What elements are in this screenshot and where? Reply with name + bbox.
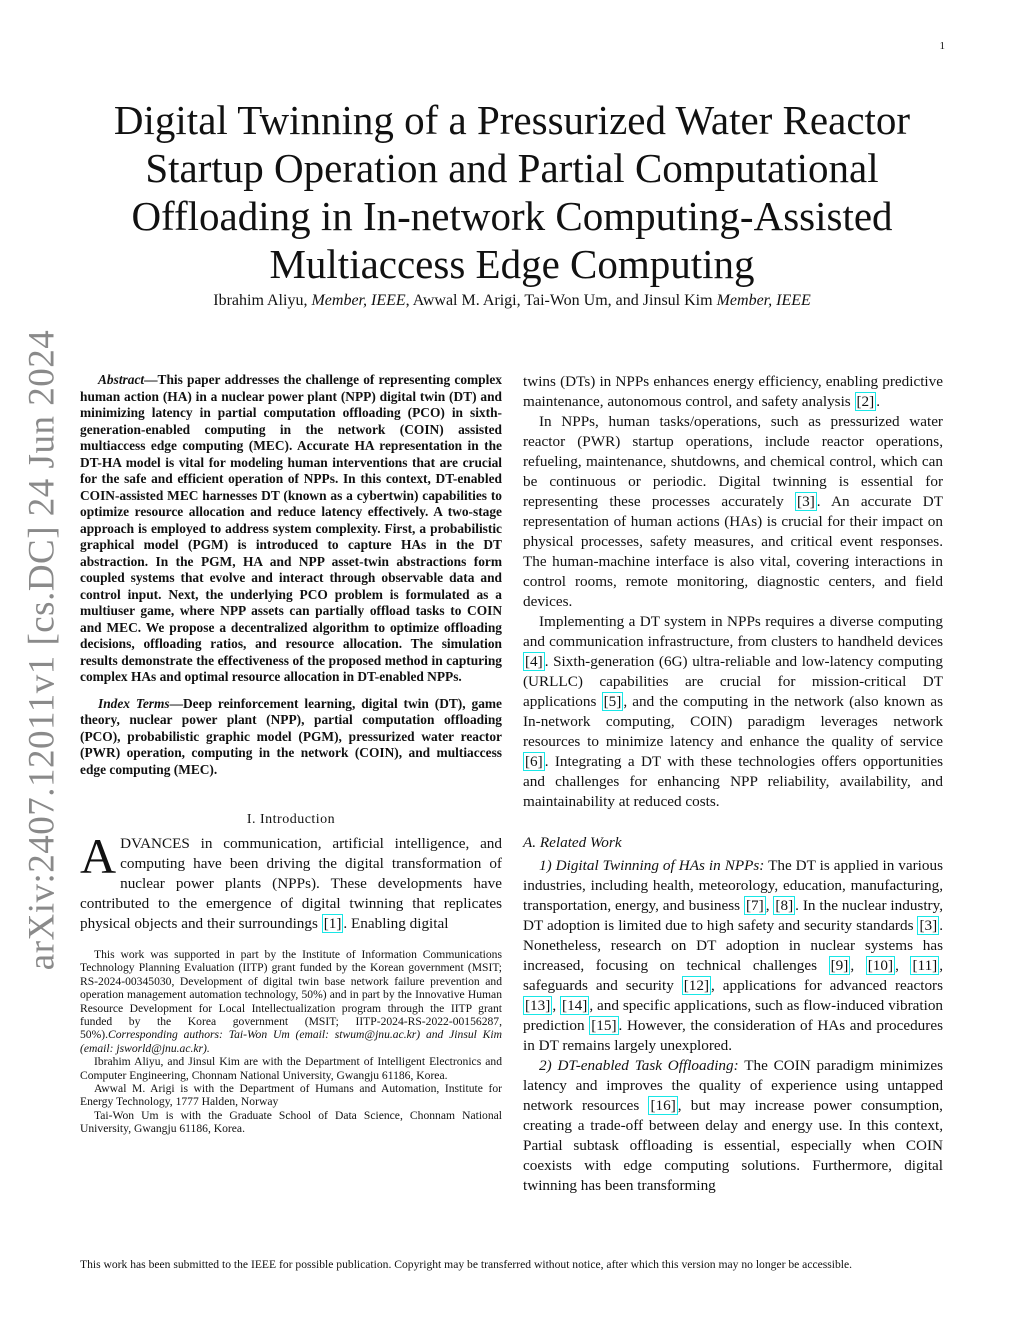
body-text: The DT is applied in various industries, including health, meteorology, education, manufacturing, transportation, energy, and business [523, 857, 943, 914]
body-text: , [552, 997, 561, 1014]
body-text: . An accurate DT representation of human actions (HAs) is crucial for their impact on physical processes, safety measures, and critical event responses. The human-machine interface is also vital, covering interactions in control rooms, remote monitoring, diagnostic centers, and field devices. [523, 493, 943, 610]
body-text: . Nonetheless, research on DT adoption in nuclear systems has increased, focusing on technical challenges [523, 917, 943, 974]
citation-link[interactable]: [9] [830, 957, 849, 974]
author-role: Member, IEEE [311, 292, 406, 309]
citation-link[interactable]: [3] [797, 493, 815, 510]
intro-text: . Enabling digital [343, 915, 449, 932]
body-paragraph [523, 412, 943, 612]
body-text: . However, the consideration of HAs and procedures in DT remains largely unexplored. [523, 1017, 943, 1054]
author-name: Ibrahim Aliyu, [213, 292, 312, 309]
right-column [523, 372, 943, 1196]
body-text: The COIN paradigm minimizes latency and improves the quality of experience using untapped network resources [523, 1057, 943, 1114]
body-text: . In the nuclear industry, DT adoption is limited due to high safety and security standards [523, 897, 943, 934]
citation-link[interactable]: [1] [323, 915, 342, 932]
citation-link[interactable]: [11] [912, 957, 938, 974]
left-column [80, 372, 502, 1136]
citation-link[interactable]: [3] [919, 917, 938, 934]
footnote-funding [80, 948, 502, 1055]
footnote-affiliation: Ibrahim Aliyu, and Jinsul Kim are with the Department of Intelligent Electronics and Computer Engineering, Chonnam National University, Gwangju 61186, Korea. [80, 1055, 502, 1082]
intro-paragraph [80, 828, 502, 934]
abstract [80, 372, 502, 686]
body-text: , safeguards and security [523, 957, 944, 994]
submission-note: This work has been submitted to the IEEE for possible publication. Copyright may be transferred without notice, after which this version may no longer be accessible. [80, 1258, 853, 1271]
body-text: Implementing a DT system in NPPs requires a diverse computing and communication infrastructure, from clusters to handheld devices [523, 613, 943, 650]
corresponding-authors: Corresponding authors: Tai-Won Um (email: stwum@jnu.ac.kr) and Jinsul Kim (email: jsworld@jnu.ac.kr). [80, 1028, 502, 1055]
page-number: 1 [939, 40, 945, 52]
body-text: , [765, 897, 774, 914]
section-heading-introduction: I. Introduction [246, 812, 336, 827]
citation-link[interactable]: [16] [650, 1097, 676, 1114]
body-text: , [850, 957, 866, 974]
citation-link[interactable]: [15] [591, 1017, 617, 1034]
subsection-heading: A. Related Work [523, 834, 622, 851]
citation-link[interactable]: [2] [856, 393, 875, 410]
citation-link[interactable]: [12] [683, 977, 710, 994]
paper-title: Digital Twinning of a Pressurized Water Reactor Startup Operation and Partial Computational Offloading in In-network Computing-Assisted Multiaccess Edge Computing [113, 97, 911, 287]
citation-link[interactable]: [13] [525, 997, 551, 1014]
citation-link[interactable]: [14] [562, 997, 588, 1014]
citation-link[interactable]: [8] [775, 897, 794, 914]
index-terms-label: Index Terms [98, 695, 170, 711]
intro-text: DVANCES in communication, artificial intelligence, and computing have been driving the digital transformation of nuclear power plants (NPPs). These developments have contributed to the emergence of digital twinning that replicates physical objects and their surroundings [80, 835, 502, 932]
body-text: twins (DTs) in NPPs enhances energy efficiency, enabling predictive maintenance, autonomous control, and safety analysis [523, 373, 943, 410]
author-role: Member, IEEE [716, 292, 811, 309]
body-text: , [895, 957, 911, 974]
citation-link[interactable]: [5] [603, 693, 622, 710]
body-text: . Sixth-generation (6G) ultra-reliable and low-latency computing (URLLC) capabilities are crucial for mission-critical DT applications [523, 653, 943, 710]
body-text: . [876, 393, 881, 410]
body-text: . Integrating a DT with these technologies offers opportunities and challenges for enhancing NPP reliability, availability, and maintainability at reduced costs. [523, 753, 943, 810]
author-names: , Awwal M. Arigi, Tai-Won Um, and Jinsul Kim [405, 292, 717, 309]
dropcap: A [80, 828, 117, 884]
body-text: , and the computing in the network (also known as In-network computing, COIN) paradigm leverages network resources to minimize latency and enhance the quality of service [523, 693, 943, 750]
body-paragraph [523, 612, 943, 812]
footnote-affiliation: Awwal M. Arigi is with the Department of Humans and Automation, Institute for Energy Technology, 1777 Halden, Norway [80, 1082, 502, 1109]
body-text: , and specific applications, such as flow-induced vibration prediction [523, 997, 944, 1034]
paragraph-heading: 1) Digital Twinning of HAs in NPPs: [539, 857, 765, 874]
author-line [80, 292, 944, 310]
body-paragraph [523, 856, 943, 1056]
body-text: In NPPs, human tasks/operations, such as pressurized water reactor (PWR) startup operations, include reactor operations, refueling, maintenance, shutdowns, and chemical control, which can be continuous or periodic. Digital twinning is essential for representing these processes accurately [523, 413, 943, 510]
index-terms-text: —Deep reinforcement learning, digital twin (DT), game theory, nuclear power plant (NPP), partial computation offloading (PCO), probabilistic graphic model (PGM), pressurized water reactor (PWR) operation, computing in the network (COIN), and multiaccess edge computing (MEC). [80, 695, 502, 777]
footnote-text: This work was supported in part by the Institute of Information Communications Technology Planning Evaluation (IITP) grant funded by the Korean government (MSIT; RS-2024-00345030, Development of digital twin base network failure prevention and operation management automation technology, 50%) and in part by the Innovative Human Resource Development for Local Intellectualization program through the IITP grant funded by the Korea government (MSIT; IITP-2024-RS-2022-00156287, 50%). [80, 948, 502, 1042]
arxiv-sidebar-stamp [12, 329, 72, 971]
abstract-label: Abstract [98, 372, 145, 387]
citation-link[interactable]: [6] [525, 753, 543, 770]
body-text: , but may increase power consumption, creating a trade-off between delay and energy use. In this context, Partial subtask offloading is essential, especially when COIN coexists with edge computing solutions. Furthermore, digital twinning has been transforming [523, 1097, 943, 1194]
arxiv-id: arXiv:2407.12011v1 [cs.DC] 24 Jun 2024 [21, 329, 63, 971]
body-paragraph [523, 372, 943, 412]
abstract-text: —This paper addresses the challenge of representing complex human action (HA) in a nuclear power plant (NPP) digital twin (DT) and minimizing latency in partial computation offloading (PCO) in sixth-generation-enabled computing in the network (COIN) assisted multiaccess edge computing (MEC). Accurate HA representation in the DT-HA model is vital for modeling human interventions that are crucial for the safe and efficient operation of NPPs. In this context, DT-enabled COIN-assisted MEC harnesses DT (known as a cybertwin) capabilities to optimize resource allocation and reduce latency effectively. A two-stage approach is employed to address system complexity. First, a probabilistic graphical model (PGM) is introduced to capture HAs in the DT abstraction. In the PGM, HA and NPP asset-twin abstractions form coupled systems that evolve and interact through observable data and control input. Next, the underlying PCO problem is formulated as a multiuser game, where NPP assets can partially offload tasks to COIN and MEC. We propose a decentralized algorithm to optimize offloading decisions, offloading ratios, and resource allocation. The simulation results demonstrate the effectiveness of the proposed method in capturing complex HAs and optimal resource allocation in DT-enabled NPPs. [80, 372, 502, 684]
citation-link[interactable]: [10] [867, 957, 894, 974]
footnote-affiliation: Tai-Won Um is with the Graduate School of Data Science, Chonnam National University, Gwangju 61186, Korea. [80, 1108, 502, 1136]
body-paragraph [523, 1056, 943, 1196]
index-terms [80, 696, 502, 779]
citation-link[interactable]: [4] [525, 653, 543, 670]
citation-link[interactable]: [7] [746, 897, 764, 914]
body-text: , applications for advanced reactors [711, 977, 944, 994]
paragraph-heading: 2) DT-enabled Task Offloading: [539, 1057, 739, 1074]
